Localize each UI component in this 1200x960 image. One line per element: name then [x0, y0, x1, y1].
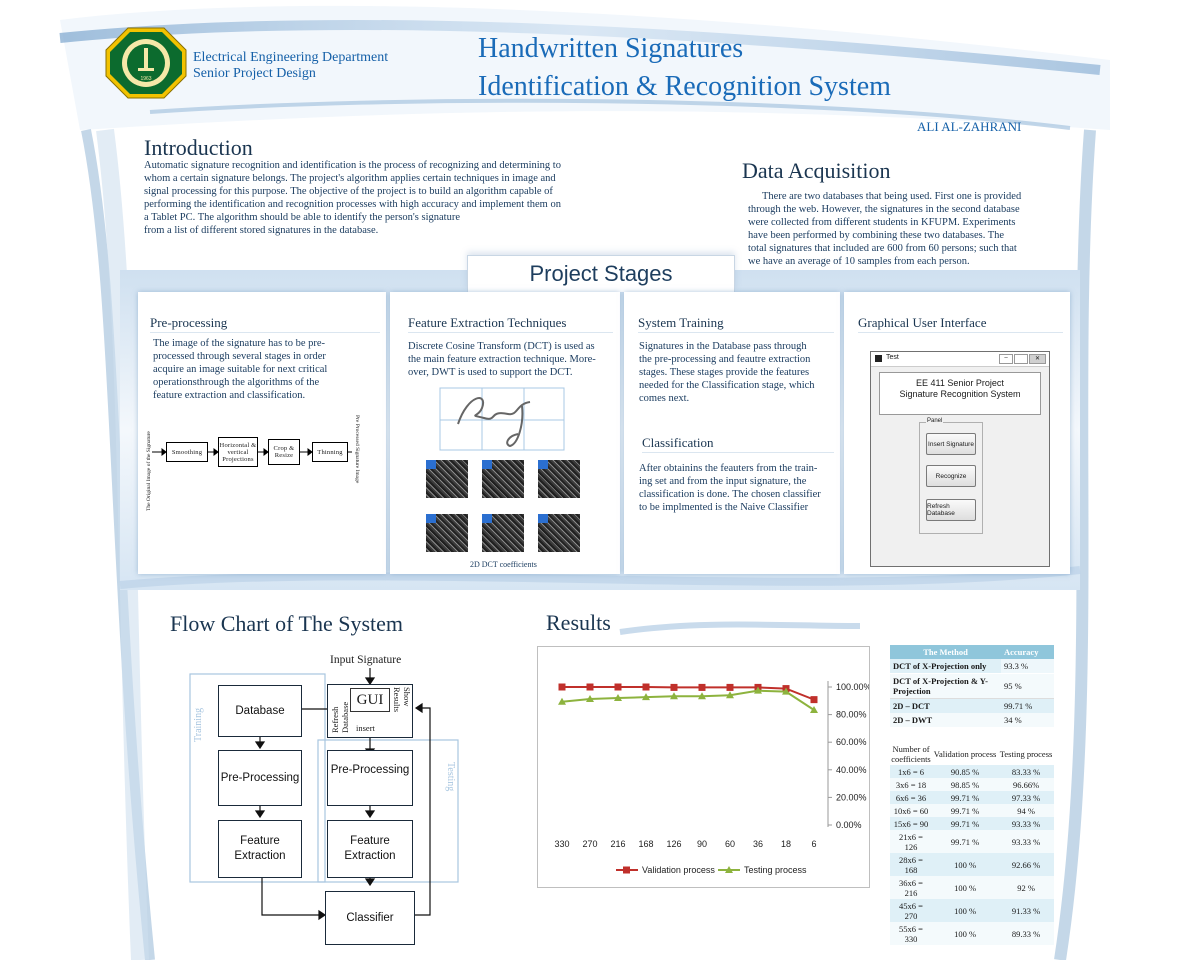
data-point: [643, 684, 650, 691]
class-line: ing set and from the input signature, the: [639, 476, 807, 487]
accuracy-table-header: [890, 645, 1054, 659]
feat-line: the main feature extraction technique. More-: [408, 354, 596, 365]
maximize-icon[interactable]: [1014, 354, 1028, 364]
original-signature-label: The Original Image of the Signature: [146, 431, 152, 511]
testing-cell: 89.33 %: [1011, 928, 1041, 939]
gui-node-label: GUI: [350, 688, 390, 712]
flowchart-heading: Flow Chart of The System: [170, 611, 404, 636]
gui-node: [327, 684, 413, 738]
coef-cell: 21x6 = 126: [899, 831, 923, 852]
table-row: [890, 876, 1054, 899]
thinning-step: Thinning: [312, 442, 348, 462]
intro-line: Automatic signature recognition and identification is the process of recognizing and determining to: [144, 160, 561, 171]
testing-header: Testing process: [999, 749, 1053, 759]
system-training-heading: System Training: [638, 315, 834, 333]
results-chart: [537, 646, 870, 888]
y-tick-label: 0.00%: [836, 820, 862, 830]
accuracy-table: [890, 645, 1054, 727]
method-cell: 2D – DWT: [893, 715, 933, 725]
table-row: [890, 674, 1054, 699]
acq-line: have been performed by combining these two databases. The: [748, 230, 1005, 241]
intro-line: from a list of different stored signatures in the database.: [144, 225, 379, 236]
legend-label: Testing process: [744, 865, 807, 875]
table-row: [890, 817, 1054, 830]
data-acquisition-text: [748, 190, 1048, 268]
data-point: [727, 684, 734, 691]
app-title-box: [879, 372, 1041, 415]
validation-cell: 100 %: [954, 859, 977, 870]
gui-heading: Graphical User Interface: [858, 315, 1063, 333]
coef-cell: 55x6 = 330: [899, 923, 923, 944]
results-heading: Results: [546, 610, 611, 635]
y-tick-label: 60.00%: [836, 737, 867, 748]
testing-cell: 92.66 %: [1011, 859, 1041, 870]
pre-line: acquire an image suitable for next critical: [153, 364, 328, 375]
validation-cell: 100 %: [954, 905, 977, 916]
gui-window: [870, 351, 1050, 567]
series-line: [562, 691, 814, 710]
feat-line: over, DWT is used to support the DCT.: [408, 367, 573, 378]
class-line: classification is done. The chosen classifier: [639, 489, 821, 500]
table-row: [890, 830, 1054, 853]
table-row: [890, 791, 1054, 804]
acq-line: through the web. However, the signatures in the second database: [748, 204, 1020, 215]
table-row: [890, 853, 1054, 876]
class-line: to be implmented is the Naive Classifier: [639, 502, 809, 513]
dct-coefficient-image: [482, 514, 524, 552]
accuracy-cell: 95 %: [1004, 681, 1022, 691]
validation-cell: 100 %: [954, 882, 977, 893]
table-row: [890, 765, 1054, 778]
dct-coefficient-image: [426, 460, 468, 498]
data-point: [587, 684, 594, 691]
table-row: [890, 899, 1054, 922]
y-tick-label: 20.00%: [836, 792, 867, 803]
introduction-text: [144, 159, 614, 237]
processed-signature-label: Pre Processed Signature Image: [354, 415, 360, 484]
validation-cell: 99.71 %: [950, 818, 980, 829]
intro-line: a Tablet PC. The algorithm should be able to identify the person's signature: [144, 212, 460, 223]
coef-cell: 28x6 = 168: [899, 854, 923, 875]
data-point: [559, 684, 566, 691]
course-name: Senior Project Design: [193, 66, 316, 81]
crop-resize-step: Crop & Resize: [268, 439, 300, 465]
x-tick-label: 36: [752, 839, 764, 849]
testing-cell: 91.33 %: [1011, 905, 1041, 916]
data-point: [671, 684, 678, 691]
feature-extraction-heading: Feature Extraction Techniques: [408, 315, 613, 333]
coef-cell: 36x6 = 216: [899, 877, 923, 898]
coef-cell: 45x6 = 270: [899, 900, 923, 921]
acq-line: total signatures that included are 600 from 60 persons; such that: [748, 243, 1017, 254]
button-panel: [919, 418, 983, 534]
projections-step: Horizontal & vertical Projections: [218, 437, 258, 467]
table-row: [890, 699, 1054, 714]
insert-signature-button[interactable]: Insert Signature: [926, 433, 976, 455]
training-line: stages. These stages provide the features: [639, 367, 810, 378]
classifier-node: Classifier: [325, 891, 415, 945]
x-tick-label: 6: [811, 839, 817, 849]
table-row: [890, 713, 1054, 727]
app-title-line1: EE 411 Senior Project: [916, 378, 1004, 388]
testing-label: Testing: [445, 762, 456, 792]
feature-extraction-panel: [390, 292, 620, 574]
legend-label: Validation process: [642, 865, 715, 875]
intro-line: signal processing for this purpose. The objective of the project is to build an algorithm capable of: [144, 186, 553, 197]
coef-cell: 15x6 = 90: [893, 818, 929, 829]
y-tick-label: 100.00%: [836, 682, 869, 692]
training-line: comes next.: [639, 393, 690, 404]
data-point: [615, 684, 622, 691]
validation-cell: 99.71 %: [950, 805, 980, 816]
x-tick-label: 90: [696, 839, 708, 849]
author-name: ALI AL-ZAHRANI: [917, 119, 1022, 134]
validation-header: Validation process: [933, 749, 997, 759]
method-cell: 2D – DCT: [893, 701, 930, 711]
acq-line: were collected from different students in KFUPM. Experiments: [748, 217, 1016, 228]
method-cell: DCT of X-Projection only: [893, 661, 987, 671]
table-row: [890, 804, 1054, 817]
panel-label: Panel: [927, 418, 943, 424]
preprocessing-testing-label: Pre-Processing: [330, 764, 410, 776]
method-cell: DCT of X-Projection & Y-Projection: [893, 676, 988, 696]
validation-cell: 100 %: [954, 928, 977, 939]
system-training-text: [639, 340, 837, 405]
feature-extraction-node-training: Feature Extraction: [218, 820, 302, 878]
feature-extraction-text: [408, 340, 613, 379]
training-line: needed for the Classification stage, which: [639, 380, 815, 391]
dct-coefficient-image: [538, 514, 580, 552]
dct-coefficient-image: [426, 514, 468, 552]
testing-cell: 93.33 %: [1011, 818, 1041, 829]
preprocessing-text: [153, 337, 378, 402]
dct-caption: 2D DCT coefficients: [470, 560, 537, 569]
input-signature-label: Input Signature: [330, 654, 402, 666]
smoothing-step: Smoothing: [166, 442, 208, 462]
testing-cell: 93.33 %: [1011, 836, 1041, 847]
y-tick-label: 40.00%: [836, 764, 867, 775]
pre-line: processed through several stages in order: [153, 351, 326, 362]
validation-cell: 98.85 %: [950, 779, 980, 790]
accuracy-cell: 93.3 %: [1001, 659, 1054, 674]
introduction-heading: Introduction: [144, 135, 253, 160]
gui-titlebar: [871, 352, 1049, 367]
preprocessing-node-testing: [327, 750, 413, 806]
data-acquisition-heading: Data Acquisition: [742, 158, 891, 183]
coef-cell: 10x6 = 60: [893, 805, 929, 816]
x-tick-label: 18: [780, 839, 792, 849]
app-icon: [875, 355, 882, 362]
coef-cell: 1x6 = 6: [897, 766, 925, 777]
close-icon[interactable]: ✕: [1029, 354, 1046, 364]
testing-cell: 92 %: [1017, 882, 1035, 893]
x-tick-label: 330: [554, 839, 570, 849]
minimize-icon[interactable]: –: [999, 354, 1013, 364]
x-tick-label: 126: [666, 839, 682, 849]
data-point: [699, 684, 706, 691]
data-point: [811, 696, 818, 703]
pre-line: operationsthrough the algorithms of the: [153, 377, 320, 388]
coef-cell: 3x6 = 18: [895, 779, 927, 790]
testing-cell: 83.33 %: [1011, 766, 1041, 777]
feature-extraction-node-testing: Feature Extraction: [327, 820, 413, 878]
method-header: The Method: [923, 647, 968, 657]
department-label: [193, 50, 388, 82]
poster-title-line1: Handwritten Signatures: [478, 33, 744, 64]
table-row: [890, 922, 1054, 945]
x-tick-label: 60: [724, 839, 736, 849]
coefficients-table: [890, 743, 1054, 945]
legend-marker: [623, 867, 630, 874]
acq-line: we have an average of 10 samples from each person.: [748, 256, 970, 267]
signature-sample-image: [438, 384, 566, 454]
training-line: the pre-processing and feautre extraction: [639, 354, 811, 365]
testing-cell: 94 %: [1017, 805, 1035, 816]
testing-cell: 96.66%: [1012, 779, 1040, 790]
validation-cell: 99.71 %: [950, 792, 980, 803]
preprocessing-heading: Pre-processing: [150, 315, 380, 333]
project-stages-heading: Project Stages: [467, 255, 735, 292]
training-label: Training: [193, 707, 204, 742]
coef-cell: 6x6 = 36: [895, 792, 927, 803]
svg-text:1963: 1963: [140, 76, 152, 82]
classification-heading: Classification: [642, 435, 834, 453]
accuracy-header: Accuracy: [1004, 647, 1039, 657]
gui-window-title: Test: [886, 354, 899, 361]
table-row: [890, 778, 1054, 791]
accuracy-cell: 34 %: [1004, 715, 1022, 725]
preprocessing-node-training: Pre-Processing: [218, 750, 302, 806]
results-chart-svg: [538, 647, 869, 887]
x-tick-label: 216: [610, 839, 626, 849]
intro-line: performing the identification and recognition processes with high accuracy and implement them on: [144, 199, 561, 210]
acq-line: There are two databases that being used. First one is provided: [762, 191, 1022, 202]
preprocessing-panel: [138, 292, 386, 574]
recognize-button[interactable]: Recognize: [926, 465, 976, 487]
accuracy-cell: 99.71 %: [1004, 701, 1033, 711]
x-tick-label: 168: [638, 839, 654, 849]
testing-cell: 97.33 %: [1011, 792, 1041, 803]
dct-coefficient-image: [482, 460, 524, 498]
coefficients-table-header: [890, 743, 1054, 765]
coef-header: Number of coefficients: [891, 744, 931, 764]
insert-label: insert: [356, 723, 375, 733]
validation-cell: 99.71 %: [950, 836, 980, 847]
refresh-database-label: Refresh Database: [330, 701, 350, 733]
database-node: Database: [218, 685, 302, 737]
y-tick-label: 80.00%: [836, 709, 867, 720]
x-tick-label: 270: [582, 839, 598, 849]
department-name: Electrical Engineering Department: [193, 50, 389, 65]
classification-text: [639, 462, 837, 514]
validation-cell: 90.85 %: [950, 766, 980, 777]
dct-coefficient-image: [538, 460, 580, 498]
table-row: [890, 659, 1054, 674]
pre-line: The image of the signature has to be pre-: [153, 338, 326, 349]
feat-line: Discrete Cosine Transform (DCT) is used as: [408, 341, 595, 352]
refresh-database-button[interactable]: Refresh Database: [926, 499, 976, 521]
app-title-line2: Signature Recognition System: [899, 389, 1021, 399]
system-training-panel: [624, 292, 840, 574]
pre-line: feature extraction and classification.: [153, 390, 306, 401]
show-results-label: Show Results: [392, 687, 412, 713]
intro-line: whom a certain signature belongs. The project's algorithm applies certain techniques in image and: [144, 173, 556, 184]
training-line: Signatures in the Database pass through: [639, 341, 807, 352]
university-logo: [104, 26, 188, 100]
poster-title-line2: Identification & Recognition System: [478, 71, 891, 102]
class-line: After obtainins the feauters from the train-: [639, 463, 818, 474]
